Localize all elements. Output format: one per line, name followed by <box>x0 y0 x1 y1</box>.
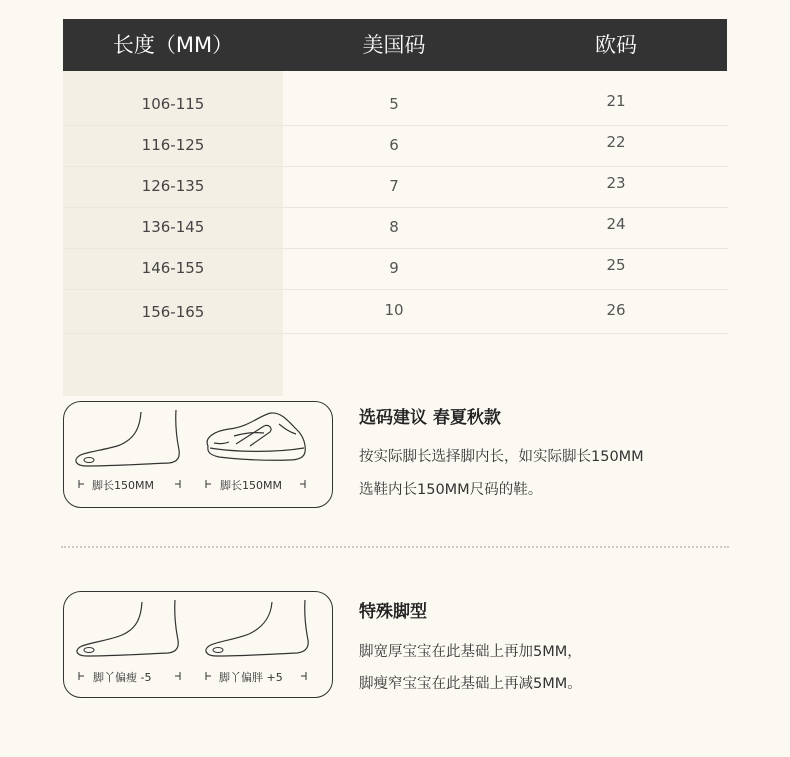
header-eu-size: 欧码 <box>595 33 637 57</box>
size-table-header <box>63 19 727 71</box>
caption-wide-foot: 脚丫偏胖 +5 <box>219 671 283 684</box>
cell-eu: 26 <box>606 301 626 319</box>
cell-length: 136-145 <box>141 218 205 236</box>
cell-length: 126-135 <box>141 177 205 195</box>
cell-us: 10 <box>384 301 404 319</box>
table-row <box>63 290 728 334</box>
cell-us: 6 <box>389 136 399 154</box>
special-foot-line-1: 脚宽厚宝宝在此基础上再加5MM， <box>359 644 582 660</box>
caption-shoe-length: 脚长150MM <box>220 479 282 492</box>
fit-advice-line-2: 选鞋内长150MM尺码的鞋。 <box>359 482 543 498</box>
fit-advice-title: 选码建议 春夏秋款 <box>359 408 501 428</box>
table-row <box>63 166 728 208</box>
cell-us: 5 <box>389 95 399 113</box>
caption-foot-length: 脚长150MM <box>92 479 154 492</box>
fit-advice-line-1: 按实际脚长选择脚内长，如实际脚长150MM <box>359 449 644 465</box>
table-row <box>63 125 728 167</box>
table-row <box>63 207 728 249</box>
special-foot-title: 特殊脚型 <box>359 602 427 622</box>
caption-thin-foot: 脚丫偏瘦 -5 <box>93 671 152 684</box>
foot-shape-illustration-box <box>63 591 333 698</box>
cell-length: 156-165 <box>141 303 205 321</box>
dotted-divider <box>61 546 729 548</box>
fit-illustration-box <box>63 401 333 508</box>
cell-length: 106-115 <box>141 95 205 113</box>
cell-eu: 24 <box>606 215 626 233</box>
cell-length: 146-155 <box>141 259 205 277</box>
header-us-size: 美国码 <box>362 33 426 57</box>
cell-us: 7 <box>389 177 399 195</box>
header-length: 长度（MM） <box>112 33 234 57</box>
cell-us: 9 <box>389 259 399 277</box>
cell-eu: 23 <box>606 174 626 192</box>
cell-eu: 21 <box>606 92 626 110</box>
cell-eu: 22 <box>606 133 626 151</box>
table-row <box>63 248 728 290</box>
table-row <box>63 84 728 126</box>
sneaker-icon <box>207 413 305 460</box>
cell-length: 116-125 <box>141 136 205 154</box>
special-foot-line-2: 脚瘦窄宝宝在此基础上再减5MM。 <box>359 676 582 692</box>
cell-us: 8 <box>389 218 399 236</box>
cell-eu: 25 <box>606 256 626 274</box>
